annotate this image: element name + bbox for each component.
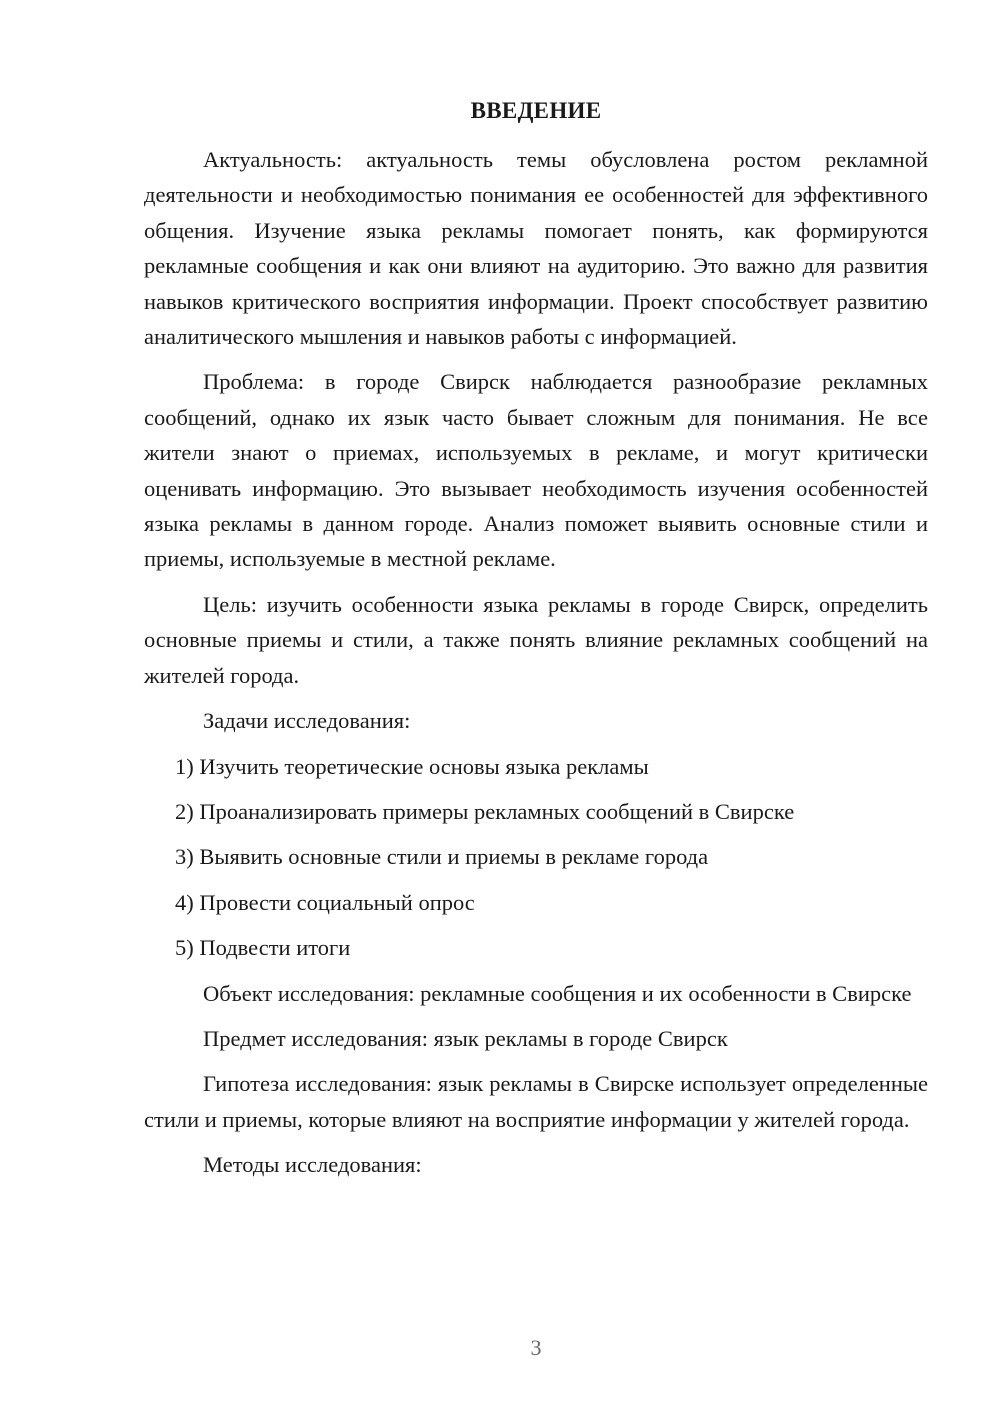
- task-item: 2) Проанализировать примеры рекламных сообщений в Свирске: [175, 798, 795, 824]
- problem-paragraph: Проблема: в городе Свирск наблюдается разнообразие рекламных сообщений, однако их язык часто бывает сложным для понимания. Не все жители знают о приемах, используемых в рекламе, и могут критически оценивать информацию. Это вызывает необходимость изучения особенностей языка рекламы в данном городе. Анализ поможет выявить основные стили и приемы, используемые в местной рекламе.: [144, 369, 928, 572]
- relevance-paragraph: Актуальность: актуальность темы обусловлена ростом рекламной деятельности и необходимостью понимания ее особенностей для эффективного общения. Изучение языка рекламы помогает понять, как формируются рекламные сообщения и как они влияют на аудиторию. Это важно для развития навыков критического восприятия информации. Проект способствует развитию аналитического мышления и навыков работы с информацией.: [144, 147, 928, 350]
- page-number: 3: [530, 1335, 542, 1360]
- task-item: 3) Выявить основные стили и приемы в рекламе города: [175, 844, 709, 870]
- subject-paragraph: Предмет исследования: язык рекламы в городе Свирск: [203, 1025, 728, 1051]
- task-item: 4) Провести социальный опрос: [175, 889, 475, 915]
- task-item: 1) Изучить теоретические основы языка рекламы: [175, 753, 649, 779]
- task-item: 5) Подвести итоги: [175, 935, 351, 961]
- methods-title: Методы исследования:: [203, 1152, 422, 1178]
- object-paragraph: Объект исследования: рекламные сообщения и их особенности в Свирске: [203, 980, 912, 1006]
- section-heading: ВВЕДЕНИЕ: [470, 98, 602, 123]
- hypothesis-paragraph: Гипотеза исследования: язык рекламы в Свирске использует определенные стили и приемы, которые влияют на восприятие информации у жителей города.: [144, 1071, 928, 1132]
- goal-paragraph: Цель: изучить особенности языка рекламы в городе Свирск, определить основные приемы и стили, а также понять влияние рекламных сообщений на жителей города.: [144, 591, 928, 688]
- document-body: [144, 142, 928, 1193]
- tasks-title: Задачи исследования:: [203, 708, 411, 734]
